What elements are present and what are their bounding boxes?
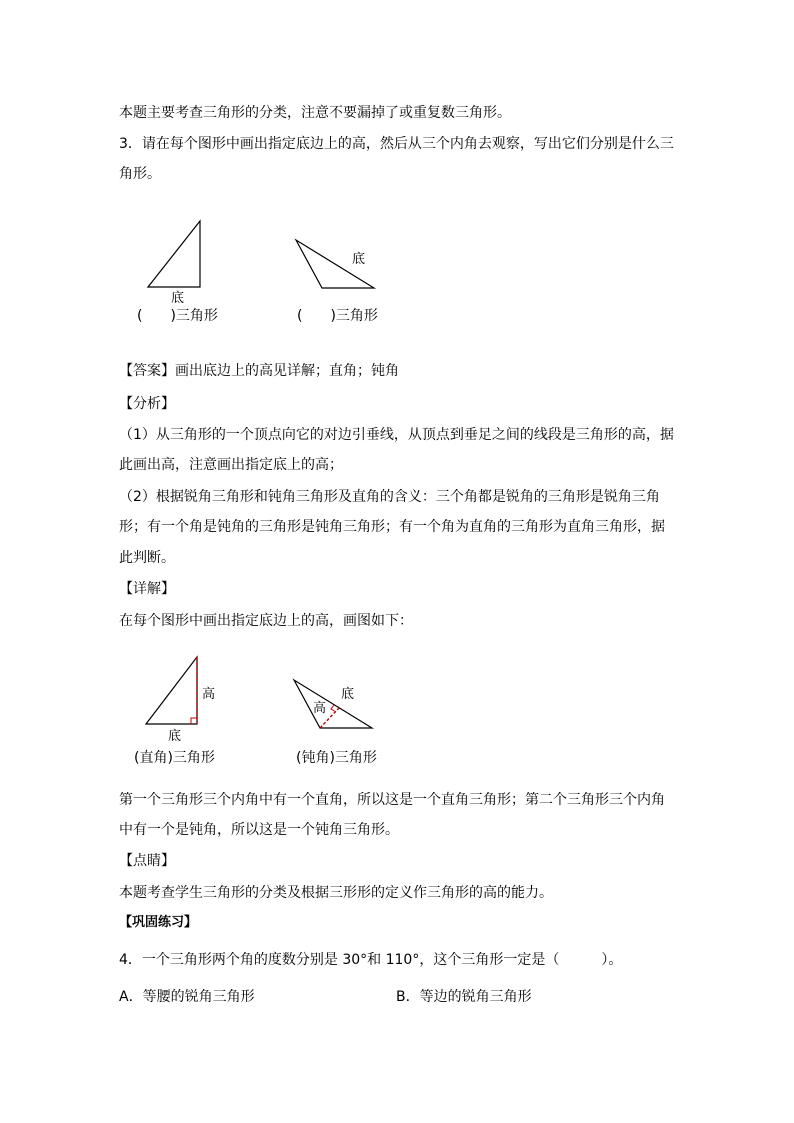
detail-intro: 在每个图形中画出指定底边上的高，画图如下：: [119, 613, 413, 629]
fig3-height-label: 高: [202, 687, 216, 702]
right-angle-mark: [191, 718, 197, 724]
fig2-base-label: 底: [352, 252, 366, 267]
right-triangle-figure: [140, 215, 220, 295]
conclusion-line1: 第一个三角形三个内角中有一个直角，所以这是一个直角三角形；第二个三角形三个内角: [119, 792, 665, 808]
fig2-caption: ( )三角形: [297, 308, 378, 324]
option-b: B．等边的锐角三角形: [396, 989, 532, 1005]
right-triangle-with-height: [140, 652, 210, 732]
fig3-base-label: 底: [168, 729, 182, 744]
fig3-caption: (直角)三角形: [134, 750, 215, 766]
answer-line: 【答案】画出底边上的高见详解；直角；钝角: [119, 363, 399, 379]
analysis-p1-line2: 此画出高，注意画出指定底上的高；: [119, 457, 343, 473]
fig1-base-label: 底: [171, 291, 185, 306]
practice-heading: 【巩固练习】: [119, 915, 198, 930]
summary-line: 本题主要考查三角形的分类，注意不要漏掉了或重复数三角形。: [119, 105, 511, 121]
analysis-p2-line3: 此判断。: [119, 550, 175, 566]
comment-heading: 【点睛】: [119, 853, 175, 869]
conclusion-line2: 中有一个是钝角，所以这是一个钝角三角形。: [119, 822, 399, 838]
right-triangle-shape: [148, 221, 200, 287]
analysis-heading: 【分析】: [119, 396, 175, 412]
analysis-p1-line1: （1）从三角形的一个顶点向它的对边引垂线，从顶点到垂足之间的线段是三角形的高，据: [119, 427, 674, 443]
comment-text: 本题考查学生三角形的分类及根据三形形的定义作三角形的高的能力。: [119, 885, 553, 901]
obtuse-triangle-shape: [294, 680, 372, 728]
question-3-line2: 角形。: [119, 166, 161, 182]
analysis-p2-line1: （2）根据锐角三角形和钝角三角形及直角的含义：三个角都是锐角的三角形是锐角三角: [119, 489, 660, 505]
fig4-base-label: 底: [341, 687, 355, 702]
question-4-stem: 4．一个三角形两个角的度数分别是 30°和 110°，这个三角形一定是（ ）。: [119, 952, 623, 968]
fig1-caption: ( )三角形: [137, 308, 218, 324]
right-triangle-shape: [146, 657, 197, 724]
fig4-caption: (钝角)三角形: [296, 750, 377, 766]
fig4-height-label: 高: [313, 701, 327, 716]
obtuse-triangle-with-height: [288, 674, 378, 734]
question-3-line1: 3．请在每个图形中画出指定底边上的高，然后从三个内角去观察，写出它们分别是什么三: [119, 136, 674, 152]
detail-heading: 【详解】: [119, 581, 175, 597]
option-a: A．等腰的锐角三角形: [119, 989, 255, 1005]
obtuse-triangle-figure: [290, 232, 380, 294]
analysis-p2-line2: 形；有一个角是钝角的三角形是钝角三角形；有一个角为直角的三角形为直角三角形，据: [119, 519, 665, 535]
